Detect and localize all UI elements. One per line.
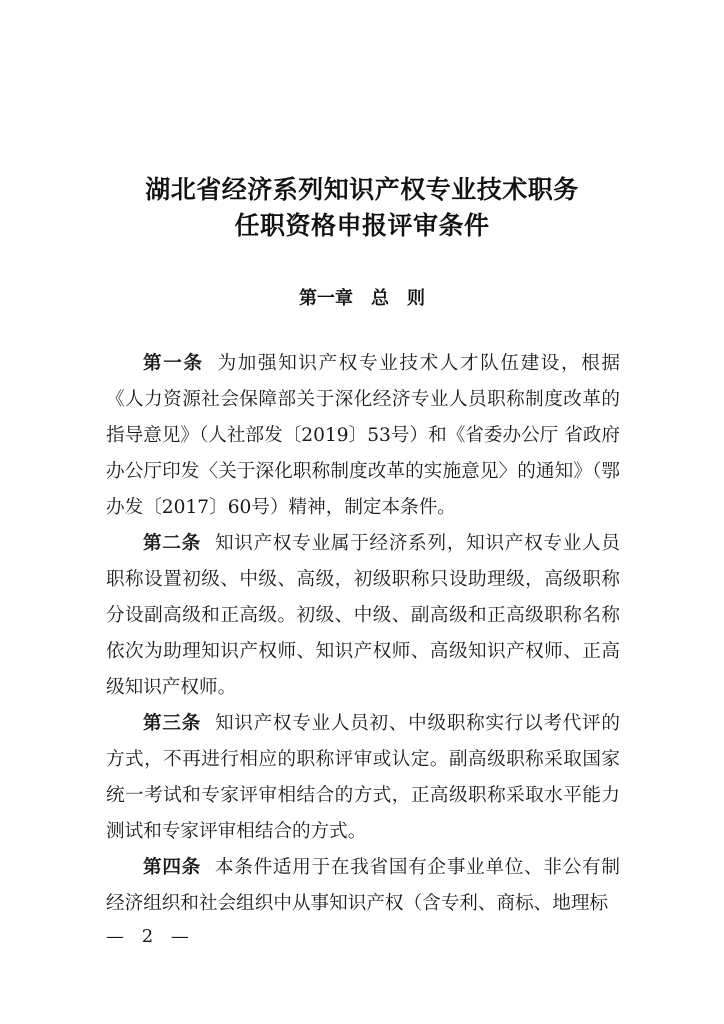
article-text: 知识产权专业属于经济系列，知识产权专业人员职称设置初级、中级、高级，初级职称只设助理级，高级职称分设副高级和正高级。初级、中级、副高级和正高级职称名称依次为助理知识产权师、知识产权师、高级知识产权师、正高级知识产权师。 xyxy=(106,533,620,698)
article-2 xyxy=(106,526,620,706)
chapter-heading: 第一章 总 则 xyxy=(299,288,425,309)
article-4 xyxy=(106,850,620,922)
document-title-line-1: 湖北省经济系列知识产权专业技术职务 xyxy=(145,175,579,204)
document-body xyxy=(106,346,620,922)
article-text: 知识产权专业人员初、中级职称实行以考代评的方式，不再进行相应的职称评审或认定。副高级职称采取国家统一考试和专家评审相结合的方式，正高级职称采取水平能力测试和专家评审相结合的方式。 xyxy=(106,713,620,842)
page-number: — 2 — xyxy=(106,926,195,947)
article-1 xyxy=(106,346,620,526)
article-text: 为加强知识产权专业技术人才队伍建设，根据《人力资源社会保障部关于深化经济专业人员职称制度改革的指导意见》（人社部发〔2019〕53号）和《省委办公厅 省政府办公厅印发〈关于深化职称制度改革的实施意见〉的通知》（鄂办发〔2017〕60号）精神，制定本条件。 xyxy=(106,353,620,518)
article-text: 本条件适用于在我省国有企事业单位、非公有制经济组织和社会组织中从事知识产权（含专利、商标、地理标 xyxy=(106,857,620,914)
article-label: 第一条 xyxy=(143,353,204,374)
article-label: 第三条 xyxy=(143,713,201,734)
article-label: 第二条 xyxy=(143,533,201,554)
article-3 xyxy=(106,706,620,850)
document-title-line-2: 任职资格申报评审条件 xyxy=(234,211,490,240)
article-label: 第四条 xyxy=(143,857,201,878)
